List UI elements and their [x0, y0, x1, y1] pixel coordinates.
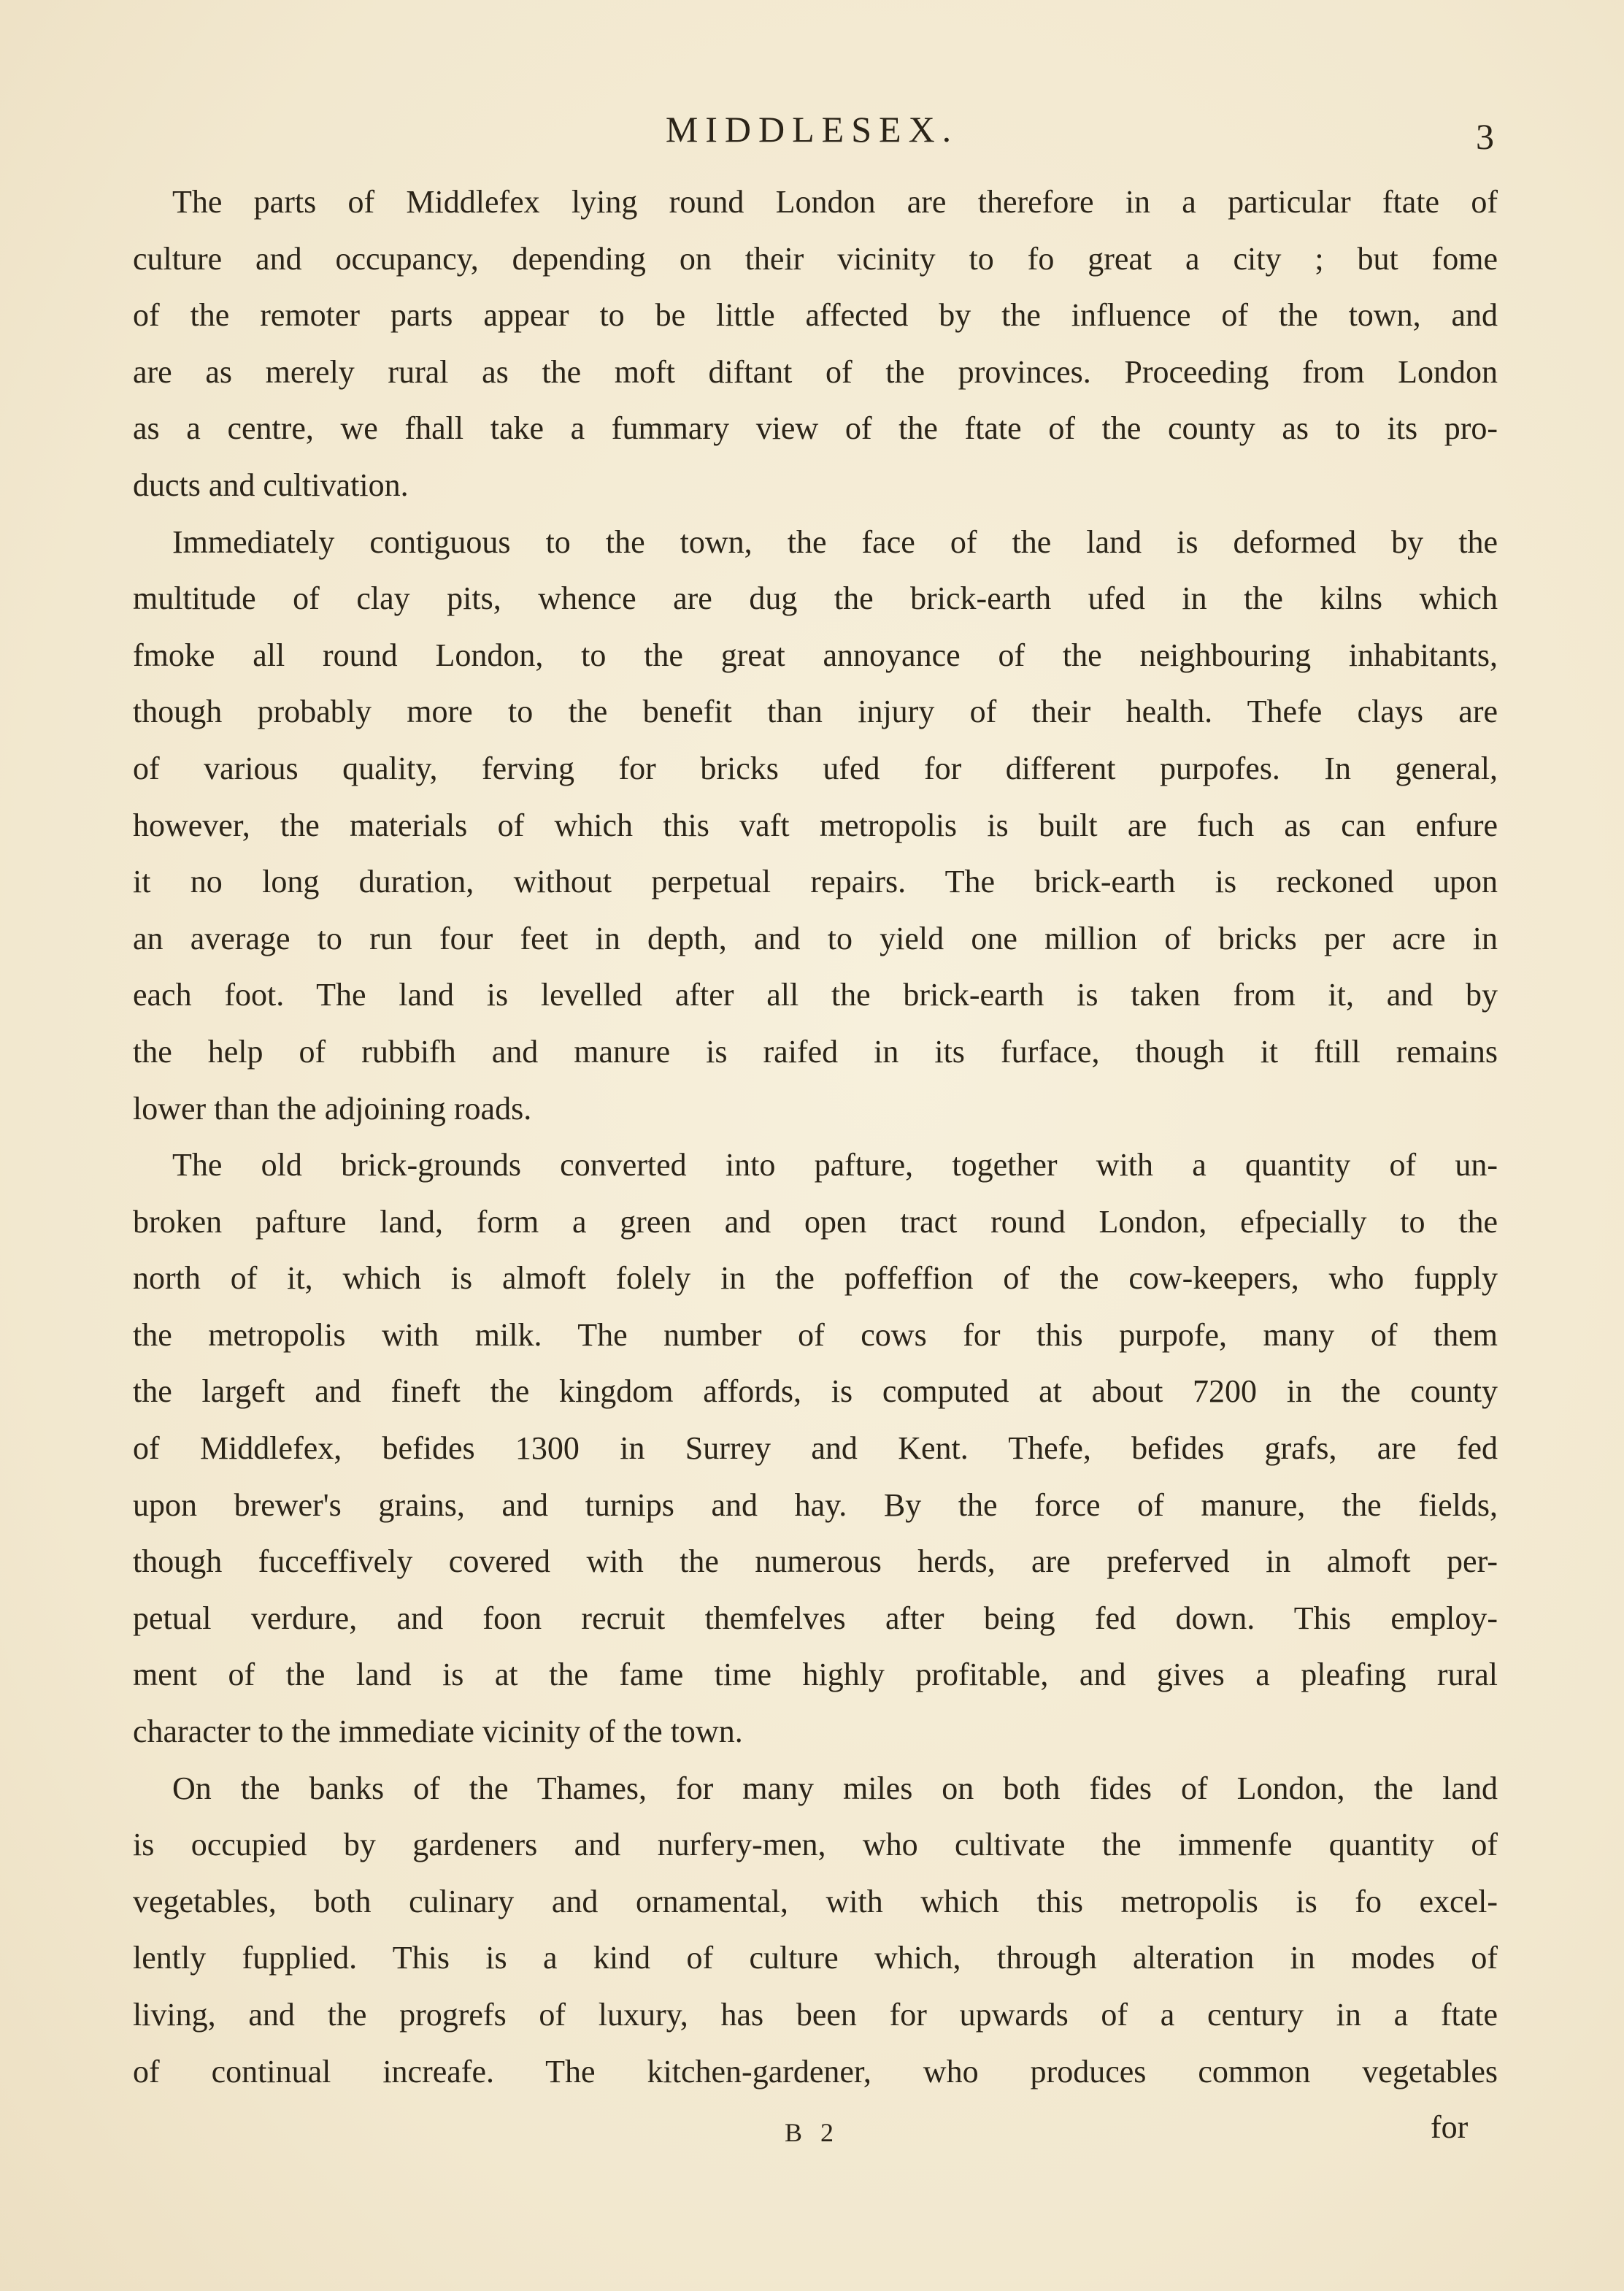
- page-number: 3: [1476, 116, 1494, 157]
- text-line: each foot. The land is levelled after all the brick-earth is taken from it, and by: [133, 977, 1498, 1013]
- paragraph-4: [133, 1760, 1498, 2100]
- paragraph-3: [133, 1137, 1498, 1760]
- text-line: vegetables, both culinary and ornamental, with which this metropolis is fo excel-: [133, 1883, 1498, 1919]
- text-line: multitude of clay pits, whence are dug the brick-earth ufed in the kilns which: [133, 580, 1498, 617]
- paragraph-1: [133, 174, 1498, 514]
- text-line: the metropolis with milk. The number of cows for this purpofe, many of them: [133, 1316, 1498, 1353]
- text-line: The old brick-grounds converted into pafture, together with a quantity of un-: [172, 1147, 1498, 1183]
- text-line: lently fupplied. This is a kind of culture which, through alteration in modes of: [133, 1940, 1498, 1976]
- text-line: are as merely rural as the moft diftant of the provinces. Proceeding from London: [133, 353, 1498, 390]
- catchword: for: [1431, 2109, 1469, 2145]
- paragraph-2: [133, 514, 1498, 1137]
- text-line: it no long duration, without perpetual repairs. The brick-earth is reckoned upon: [133, 864, 1498, 900]
- text-line: though probably more to the benefit than injury of their health. Thefe clays are: [133, 694, 1498, 730]
- text-line: of continual increafe. The kitchen-gardener, who produces common vegetables: [133, 2053, 1498, 2089]
- text-line: however, the materials of which this vaft metropolis is built are fuch as can enfure: [133, 807, 1498, 843]
- text-line: upon brewer's grains, and turnips and hay. By the force of manure, the fields,: [133, 1486, 1498, 1523]
- text-line: north of it, which is almoft folely in the poffeffion of the cow-keepers, who fupply: [133, 1260, 1498, 1297]
- body-text: [133, 174, 1498, 2100]
- text-line: an average to run four feet in depth, and to yield one million of bricks per acre in: [133, 920, 1498, 956]
- text-line: culture and occupancy, depending on their vicinity to fo great a city ; but fome: [133, 240, 1498, 277]
- text-line: of Middlefex, befides 1300 in Surrey and Kent. Thefe, befides grafs, are fed: [133, 1430, 1498, 1467]
- text-line: though fucceffively covered with the numerous herds, are preferved in almoft per-: [133, 1543, 1498, 1580]
- text-line: character to the immediate vicinity of the town.: [133, 1714, 743, 1750]
- signature-mark: B 2: [785, 2118, 840, 2147]
- text-line: Immediately contiguous to the town, the face of the land is deformed by the: [172, 523, 1498, 560]
- text-line: the help of rubbifh and manure is raifed in its furface, though it ftill remains: [133, 1033, 1498, 1070]
- text-line: broken pafture land, form a green and open tract round London, efpecially to the: [133, 1203, 1498, 1240]
- text-line: ducts and cultivation.: [133, 467, 409, 503]
- text-line: of the remoter parts appear to be little affected by the influence of the town, and: [133, 297, 1498, 334]
- text-line: living, and the progrefs of luxury, has been for upwards of a century in a ftate: [133, 1997, 1498, 2033]
- text-line: of various quality, ferving for bricks ufed for different purpofes. In general,: [133, 750, 1498, 786]
- text-line: On the banks of the Thames, for many miles on both fides of London, the land: [172, 1770, 1498, 1806]
- text-line: the largeft and fineft the kingdom affords, is computed at about 7200 in the county: [133, 1373, 1498, 1410]
- text-line: fmoke all round London, to the great annoyance of the neighbouring inhabitants,: [133, 637, 1498, 673]
- text-line: petual verdure, and foon recruit themfelves after being fed down. This employ-: [133, 1600, 1498, 1636]
- running-head: MIDDLESEX.: [665, 109, 959, 150]
- text-line: ment of the land is at the fame time highly profitable, and gives a pleafing rural: [133, 1657, 1498, 1693]
- text-line: The parts of Middlefex lying round London are therefore in a particular ftate of: [172, 184, 1498, 220]
- text-line: as a centre, we fhall take a fummary view of the ftate of the county as to its pro-: [133, 410, 1498, 447]
- text-line: is occupied by gardeners and nurfery-men, who cultivate the immenfe quantity of: [133, 1827, 1498, 1863]
- text-line: lower than the adjoining roads.: [133, 1090, 532, 1127]
